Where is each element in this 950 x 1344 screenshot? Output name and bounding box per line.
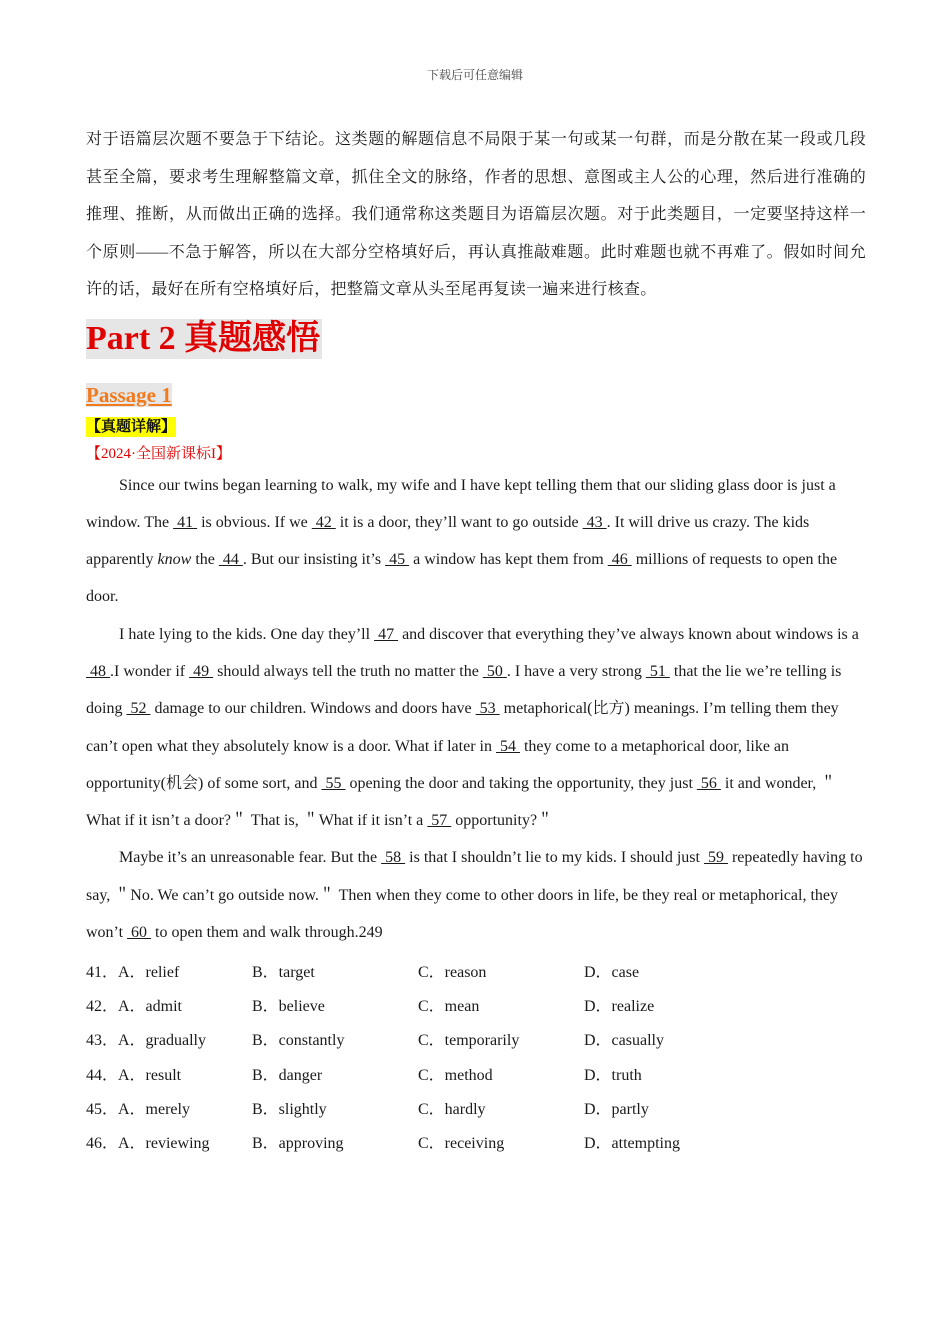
passage-paragraph-3: Maybe it’s an unreasonable fear. But the 58 is that I shouldn’t lie to my kids. I should just 59 repeatedly having to say, ＂No. We can’t go outside now.＂ Then when they come to other doors in life, be they real or metaphorical, they won’t 60 to open them and walk through.249 [86,849,863,942]
italic-word: know [157,551,192,569]
option-a: 42．A．admit [86,998,182,1016]
blank-number: 44 [218,551,243,569]
option-d: D．case [584,963,640,981]
option-a: 41．A．relief [86,963,180,981]
option-b: B．approving [252,1134,344,1152]
blank-number: 53 [475,700,500,718]
passage-paragraph-2: I hate lying to the kids. One day they’ll 47 and discover that everything they’ve always known about windows is a 48 .I wonder if 49 should always tell the truth no matter the 50 . I have a very strong 51 that the lie we’re telling is doing 52 damage to our children. Windows and doors have 53 metaphorical(比方) meanings. I’m telling them they can’t open what they absolutely know is a door. What if later in 54 they come to a metaphorical door, like an opportunity(机会) of some sort, and 55 opening the door and taking the opportunity, they just 56 it and wonder, ＂What if it isn’t a door?＂ That is, ＂What if it isn’t a 57 opportunity?＂ [86,625,859,830]
blank-number: 45 [385,551,410,569]
option-c: C．method [418,1066,493,1084]
question-row [86,1022,866,1056]
option-d: D．truth [584,1066,642,1084]
option-d: D．partly [584,1100,649,1118]
blank-number: 43 [582,513,607,531]
option-c: C．mean [418,998,480,1016]
option-d: D．casually [584,1032,664,1050]
blank-number: 60 [127,924,152,942]
source-label: 【2024·全国新课标I】 [86,445,231,462]
question-row [86,953,866,987]
option-a: 43．A．gradually [86,1032,206,1050]
document-body [86,121,866,1158]
blank-number: 56 [696,774,721,792]
blank-number: 55 [321,774,346,792]
question-options [86,953,866,1158]
blank-number: 59 [703,849,728,867]
option-b: B．believe [252,998,325,1016]
option-c: C．hardly [418,1100,486,1118]
option-b: B．target [252,963,315,981]
question-row [86,1056,866,1090]
option-c: C．temporarily [418,1032,520,1050]
blank-number: 51 [645,662,670,680]
option-a: 44．A．result [86,1066,182,1084]
passage-title [86,381,866,409]
passage-paragraph-1: Since our twins began learning to walk, my wife and I have kept telling them that our sliding glass door is just a window. The 41 is obvious. If we 42 it is a door, they’ll want to go outside 43 . It will drive us crazy. The kids apparently know the 44 . But our insisting it’s 45 a window has kept them from 46 millions of requests to open the door. [86,476,838,606]
question-row [86,1090,866,1124]
blank-number: 46 [607,551,632,569]
blank-number: 50 [482,662,507,680]
section-tag: 【真题详解】 [86,418,177,435]
option-c: C．receiving [418,1134,505,1152]
option-b: B．danger [252,1066,323,1084]
option-b: B．constantly [252,1032,345,1050]
option-b: B．slightly [252,1100,327,1118]
blank-number: 48 [86,662,110,680]
passage-title-text: Passage 1 [86,382,172,407]
page-header: 下载后可任意编辑 [426,68,523,82]
blank-number: 49 [189,662,214,680]
blank-number: 52 [126,700,151,718]
blank-number: 57 [427,812,452,830]
option-c: C．reason [418,963,487,981]
part-title: Part 2 真题感悟 [86,319,321,357]
blank-number: 58 [381,849,406,867]
option-a: 46．A．reviewing [86,1134,210,1152]
blank-number: 42 [311,513,336,531]
option-a: 45．A．merely [86,1100,190,1118]
question-row [86,1124,866,1158]
intro-paragraph: 对于语篇层次题不要急于下结论。这类题的解题信息不局限于某一句或某一句群，而是分散在某一段或几段甚至全篇，要求考生理解整篇文章，抓住全文的脉络，作者的思想、意图或主人公的心理，然后进行准确的推理、推断，从而做出正确的选择。我们通常称这类题目为语篇层次题。对于此类题目，一定要坚持这样一个原则——不急于解答，所以在大部分空格填好后，再认真推敲难题。此时难题也就不再难了。假如时间允许的话，最好在所有空格填好后，把整篇文章从头至尾再复读一遍来进行核查。 [86,131,866,298]
question-row [86,988,866,1022]
blank-number: 47 [374,625,399,643]
passage-text [86,467,866,952]
option-d: D．realize [584,998,655,1016]
option-d: D．attempting [584,1134,680,1152]
blank-number: 54 [495,737,520,755]
blank-number: 41 [173,513,198,531]
